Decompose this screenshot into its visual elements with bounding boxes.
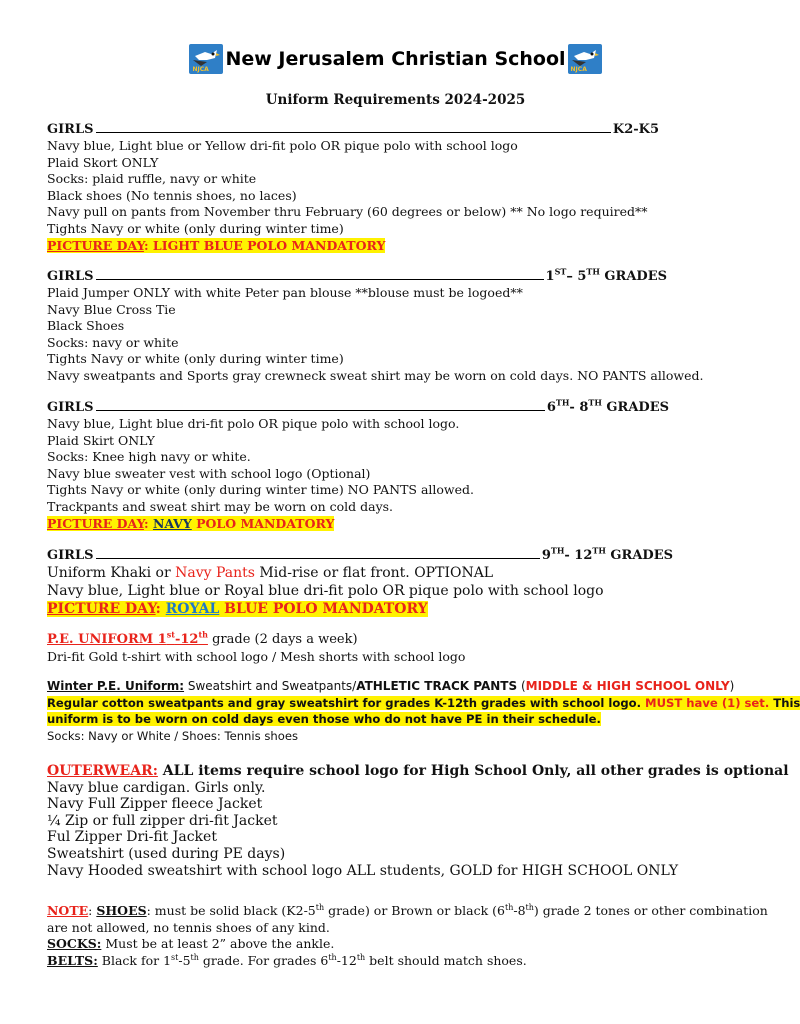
- heading-label: GIRLS: [47, 269, 94, 284]
- winter-pe-highlight-1: Regular cotton sweatpants and gray sweatshirt for grades K-12th grades with school logo. MUST have (1) set. This: [47, 695, 800, 710]
- picture-day-color: NAVY: [152, 515, 192, 531]
- picture-day-rest: BLUE POLO MANDATORY: [219, 601, 428, 618]
- list-item: Socks: Knee high navy or white.: [47, 449, 251, 465]
- outerwear-label: OUTERWEAR:: [47, 763, 158, 779]
- outerwear-heading-text: ALL items require school logo for High School Only, all other grades is optional: [157, 763, 789, 779]
- list-item: Trackpants and sweat shirt may be worn on cold days.: [47, 498, 394, 514]
- pe-heading: [47, 629, 747, 649]
- picture-day-label: PICTURE DAY: [47, 601, 156, 618]
- section-girls-k2-k5: [47, 121, 659, 254]
- winter-pe-socks: Socks: Navy or White / Shoes: Tennis shoes: [47, 728, 298, 743]
- section-outerwear: [47, 763, 789, 879]
- shoes-label: SHOES: [96, 903, 147, 918]
- list-item: Tights Navy or white (only during winter time) NO PANTS allowed.: [47, 482, 474, 498]
- middle-high-only: MIDDLE & HIGH SCHOOL ONLY: [525, 679, 730, 693]
- note-shoes-line: NOTE: SHOES: must be solid black (K2-5th grade) or Brown or black (6th-8th) grade 2 tones or other combination: [47, 902, 768, 918]
- note-shoes-line-2: are not allowed, no tennis shoes of any kind.: [47, 919, 330, 935]
- document-subtitle: Uniform Requirements 2024-2025: [265, 92, 526, 108]
- heading-grades: K2-K5: [612, 122, 659, 137]
- picture-day-rest: POLO MANDATORY: [191, 515, 335, 531]
- section-girls-6-8: [47, 399, 669, 532]
- section-pe-uniform: [47, 629, 747, 665]
- winter-pe-label: Winter P.E. Uniform:: [47, 679, 185, 693]
- picture-day-line: [47, 238, 659, 255]
- logo-text-right: NJCA: [570, 66, 587, 73]
- picture-day-colon: :: [143, 515, 153, 531]
- winter-pe-highlight-2: uniform is to be worn on cold days even those who do not have PE in their schedule.: [47, 712, 601, 727]
- heading-grades: 9TH- 12TH GRADES: [541, 545, 673, 563]
- heading-rule: [96, 131, 611, 133]
- list-item: Navy blue sweater vest with school logo (Optional): [47, 465, 371, 481]
- eagle-logo-right: [568, 44, 602, 74]
- list-item: Plaid Skirt ONLY: [47, 432, 155, 448]
- list-item: Socks: navy or white: [47, 334, 179, 350]
- eagle-logo-left: [189, 44, 223, 74]
- list-item: Tights Navy or white (only during winter time): [47, 351, 344, 367]
- list-item: Navy Hooded sweatshirt with school logo ALL students, GOLD for HIGH SCHOOL ONLY: [47, 862, 679, 879]
- list-item: Tights Navy or white (only during winter time): [47, 220, 344, 236]
- heading-label: GIRLS: [47, 400, 94, 415]
- school-name: New Jerusalem Christian School: [225, 48, 566, 70]
- heading-label: GIRLS: [47, 548, 94, 563]
- navy-pants-text: Navy Pants: [175, 565, 255, 581]
- picture-day-color: ROYAL: [165, 601, 220, 618]
- section-heading: [47, 547, 673, 564]
- list-item: Navy pull on pants from November thru February (60 degrees or below) ** No logo required**: [47, 204, 648, 220]
- list-item: Ful Zipper Dri-fit Jacket: [47, 829, 217, 846]
- list-item: Socks: plaid ruffle, navy or white: [47, 171, 257, 187]
- belts-label: BELTS:: [47, 952, 98, 968]
- list-item: Navy Full Zipper fleece Jacket: [47, 796, 263, 813]
- list-item: Black shoes (No tennis shoes, no laces): [47, 187, 297, 203]
- heading-grades: 6TH- 8TH GRADES: [546, 397, 669, 415]
- section-heading: [47, 121, 659, 138]
- list-item: Black Shoes: [47, 318, 125, 334]
- list-item: Navy blue, Light blue or Yellow dri-fit polo OR pique polo with school logo: [47, 138, 518, 153]
- section-notes: [47, 902, 768, 969]
- list-item: Navy sweatpants and Sports gray crewneck sweat shirt may be worn on cold days. NO PANTS allowed.: [47, 367, 704, 383]
- section-heading: [47, 399, 669, 416]
- section-heading: [47, 268, 667, 285]
- list-item: Dri-fit Gold t-shirt with school logo / Mesh shorts with school logo: [47, 648, 466, 664]
- logo-text-left: NJCA: [192, 66, 209, 73]
- picture-day-label: PICTURE DAY: [47, 515, 144, 531]
- pe-frequency: grade (2 days a week): [207, 632, 358, 647]
- winter-pe-heading: Winter P.E. Uniform: Sweatshirt and Sweatpants/ATHLETIC TRACK PANTS (MIDDLE & HIGH SCHOOL ONLY): [47, 679, 735, 693]
- heading-label: GIRLS: [47, 122, 94, 137]
- list-item: Sweatshirt (used during PE days): [47, 845, 286, 862]
- list-item: Navy blue, Light blue dri-fit polo OR pique polo with school logo.: [47, 416, 460, 431]
- picture-day-line: [47, 600, 673, 618]
- section-girls-1-5: [47, 266, 704, 385]
- heading-rule: [96, 557, 540, 559]
- pe-label: P.E. UNIFORM 1st-12th: [47, 629, 208, 647]
- list-item: Plaid Skort ONLY: [47, 154, 159, 170]
- outerwear-heading: [47, 763, 789, 780]
- socks-line: SOCKS: Must be at least 2” above the ankle.: [47, 936, 335, 952]
- picture-day-text: : LIGHT BLUE POLO MANDATORY: [143, 237, 386, 253]
- list-item: Plaid Jumper ONLY with white Peter pan blouse **blouse must be logoed**: [47, 285, 523, 300]
- section-girls-9-12: [47, 547, 673, 619]
- picture-day-line: [47, 516, 669, 533]
- list-item: Uniform Khaki or Navy Pants Mid-rise or flat front. OPTIONAL: [47, 565, 494, 581]
- list-item: Navy blue, Light blue or Royal blue dri-fit polo OR pique polo with school logo: [47, 583, 604, 600]
- section-winter-pe: [47, 678, 800, 744]
- belts-line: BELTS: Black for 1st-5th grade. For grades 6th-12th belt should match shoes.: [47, 952, 527, 968]
- list-item: Navy blue cardigan. Girls only.: [47, 779, 266, 796]
- picture-day-label: PICTURE DAY: [47, 237, 144, 253]
- heading-rule: [96, 409, 545, 411]
- note-label: NOTE: [47, 903, 89, 918]
- must-have-set: MUST have (1) set.: [645, 695, 770, 710]
- picture-day-colon: :: [155, 601, 166, 618]
- heading-grades: 1ST– 5TH GRADES: [545, 266, 667, 284]
- heading-rule: [96, 278, 544, 280]
- document-header: [0, 44, 791, 74]
- list-item: ¼ Zip or full zipper dri-fit Jacket: [47, 812, 278, 829]
- list-item: Navy Blue Cross Tie: [47, 301, 176, 317]
- socks-label: SOCKS:: [47, 936, 102, 952]
